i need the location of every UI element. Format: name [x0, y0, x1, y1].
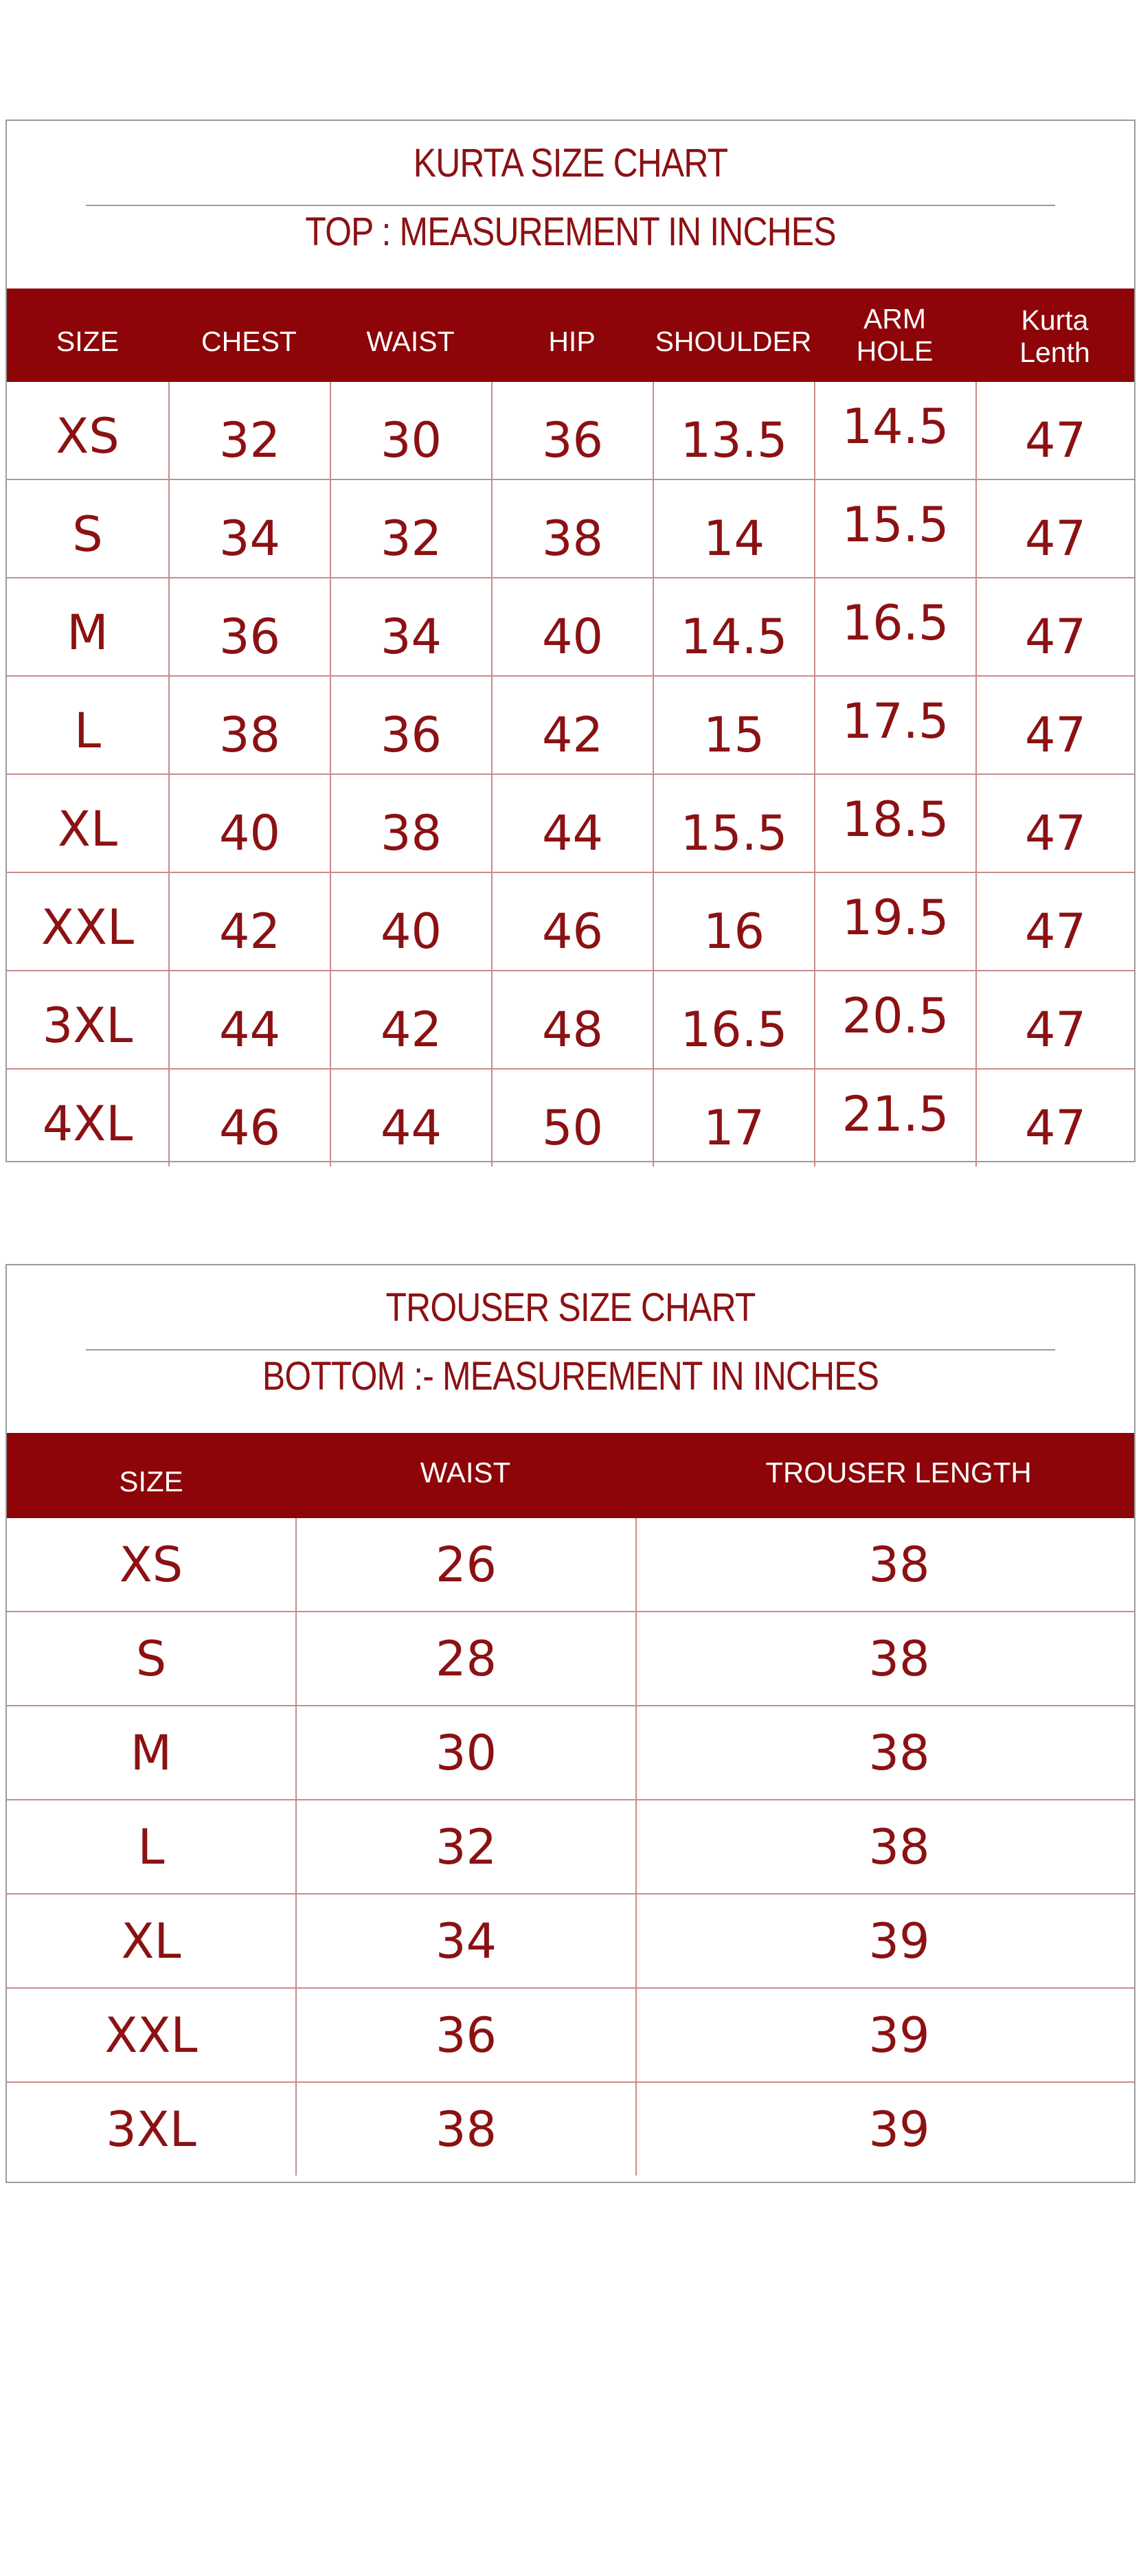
kurta-header-row — [7, 289, 1134, 382]
trouser-length-cell: 38 — [635, 1612, 1134, 1705]
kurta-length-cell: 47 — [975, 677, 1134, 773]
chest-cell: 38 — [168, 677, 330, 773]
kurta-chart-title: KURTA SIZE CHART — [86, 121, 1055, 206]
waist-cell: 36 — [295, 1989, 635, 2081]
chest-cell: 40 — [168, 775, 330, 872]
table-row — [7, 382, 1134, 479]
shoulder-cell: 14 — [653, 480, 814, 577]
kurta-header-waist: WAIST — [366, 326, 455, 358]
size-cell: 3XL — [42, 997, 133, 1054]
trouser-chart-title: TROUSER SIZE CHART — [86, 1265, 1055, 1351]
waist-cell: 32 — [330, 480, 491, 577]
waist-cell: 26 — [295, 1518, 635, 1611]
table-row — [7, 2081, 1134, 2176]
size-cell: S — [72, 506, 103, 563]
shoulder-cell: 16 — [653, 873, 814, 970]
shoulder-cell: 17 — [653, 1070, 814, 1166]
table-row — [7, 970, 1134, 1068]
shoulder-cell: 13.5 — [653, 382, 814, 479]
table-row — [7, 1518, 1134, 1611]
kurta-size-chart — [5, 120, 1136, 1162]
size-cell: XL — [121, 1912, 181, 1969]
waist-cell: 36 — [330, 677, 491, 773]
shoulder-cell: 15 — [653, 677, 814, 773]
waist-cell: 38 — [295, 2083, 635, 2176]
table-row — [7, 479, 1134, 577]
size-cell: XS — [119, 1536, 183, 1593]
trouser-length-cell: 38 — [635, 1800, 1134, 1893]
hip-cell: 36 — [491, 382, 653, 479]
arm-hole-cell: 14.5 — [814, 382, 975, 479]
waist-cell: 30 — [330, 382, 491, 479]
trouser-length-cell: 39 — [635, 1989, 1134, 2081]
hip-cell: 40 — [491, 578, 653, 675]
trouser-header-row — [7, 1433, 1134, 1518]
kurta-length-cell: 47 — [975, 578, 1134, 675]
trouser-length-cell: 38 — [635, 1706, 1134, 1799]
table-row — [7, 1893, 1134, 1987]
arm-hole-cell: 16.5 — [814, 578, 975, 675]
hip-cell: 48 — [491, 971, 653, 1068]
table-row — [7, 1068, 1134, 1166]
trouser-size-chart — [5, 1264, 1136, 2183]
size-cell: L — [74, 703, 101, 759]
size-cell: 4XL — [42, 1096, 133, 1152]
kurta-header-chest: CHEST — [201, 326, 297, 358]
trouser-header-size: SIZE — [119, 1465, 183, 1498]
size-cell: XXL — [41, 899, 134, 956]
kurta-length-cell: 47 — [975, 480, 1134, 577]
waist-cell: 34 — [295, 1895, 635, 1987]
waist-cell: 38 — [330, 775, 491, 872]
kurta-length-cell: 47 — [975, 775, 1134, 872]
size-cell: XS — [56, 408, 120, 464]
hip-cell: 38 — [491, 480, 653, 577]
chest-cell: 44 — [168, 971, 330, 1068]
chest-cell: 36 — [168, 578, 330, 675]
trouser-table-body — [7, 1518, 1134, 2176]
arm-hole-cell: 21.5 — [814, 1070, 975, 1166]
arm-hole-cell: 17.5 — [814, 677, 975, 773]
table-row — [7, 1705, 1134, 1799]
table-row — [7, 577, 1134, 675]
chest-cell: 42 — [168, 873, 330, 970]
waist-cell: 34 — [330, 578, 491, 675]
chest-cell: 46 — [168, 1070, 330, 1166]
chest-cell: 32 — [168, 382, 330, 479]
kurta-chart-subtitle: TOP : MEASUREMENT IN INCHES — [305, 210, 836, 254]
kurta-header-size: SIZE — [56, 326, 120, 358]
kurta-header-hip: HIP — [548, 326, 596, 358]
trouser-header-waist: WAIST — [420, 1456, 511, 1489]
kurta-length-cell: 47 — [975, 382, 1134, 479]
arm-hole-cell: 19.5 — [814, 873, 975, 970]
table-row — [7, 1799, 1134, 1893]
waist-cell: 42 — [330, 971, 491, 1068]
arm-hole-cell: 15.5 — [814, 480, 975, 577]
waist-cell: 32 — [295, 1800, 635, 1893]
trouser-chart-subtitle: BOTTOM :- MEASUREMENT IN INCHES — [262, 1354, 879, 1399]
waist-cell: 28 — [295, 1612, 635, 1705]
size-cell: S — [135, 1630, 167, 1687]
kurta-header-shoulder: SHOULDER — [655, 326, 812, 358]
kurta-header-arm-hole: ARM HOLE — [856, 302, 934, 367]
arm-hole-cell: 18.5 — [814, 775, 975, 872]
table-row — [7, 1611, 1134, 1705]
kurta-length-cell: 47 — [975, 873, 1134, 970]
table-row — [7, 1987, 1134, 2081]
waist-cell: 30 — [295, 1706, 635, 1799]
kurta-length-cell: 47 — [975, 1070, 1134, 1166]
size-cell: 3XL — [106, 2101, 196, 2158]
trouser-length-cell: 38 — [635, 1518, 1134, 1611]
kurta-table-body — [7, 382, 1134, 1166]
size-cell: M — [67, 605, 109, 661]
waist-cell: 44 — [330, 1070, 491, 1166]
kurta-length-cell: 47 — [975, 971, 1134, 1068]
hip-cell: 42 — [491, 677, 653, 773]
hip-cell: 50 — [491, 1070, 653, 1166]
shoulder-cell: 15.5 — [653, 775, 814, 872]
shoulder-cell: 14.5 — [653, 578, 814, 675]
trouser-length-cell: 39 — [635, 2083, 1134, 2176]
table-row — [7, 872, 1134, 970]
trouser-header-length: TROUSER LENGTH — [765, 1456, 1032, 1489]
kurta-header-kurta-length: Kurta Lenth — [1019, 304, 1090, 368]
shoulder-cell: 16.5 — [653, 971, 814, 1068]
size-cell: XL — [58, 801, 117, 857]
table-row — [7, 675, 1134, 773]
table-row — [7, 773, 1134, 872]
size-cell: L — [137, 1818, 165, 1875]
hip-cell: 46 — [491, 873, 653, 970]
trouser-length-cell: 39 — [635, 1895, 1134, 1987]
size-cell: XXL — [104, 2007, 198, 2064]
chest-cell: 34 — [168, 480, 330, 577]
hip-cell: 44 — [491, 775, 653, 872]
arm-hole-cell: 20.5 — [814, 971, 975, 1068]
size-cell: M — [130, 1724, 172, 1781]
waist-cell: 40 — [330, 873, 491, 970]
